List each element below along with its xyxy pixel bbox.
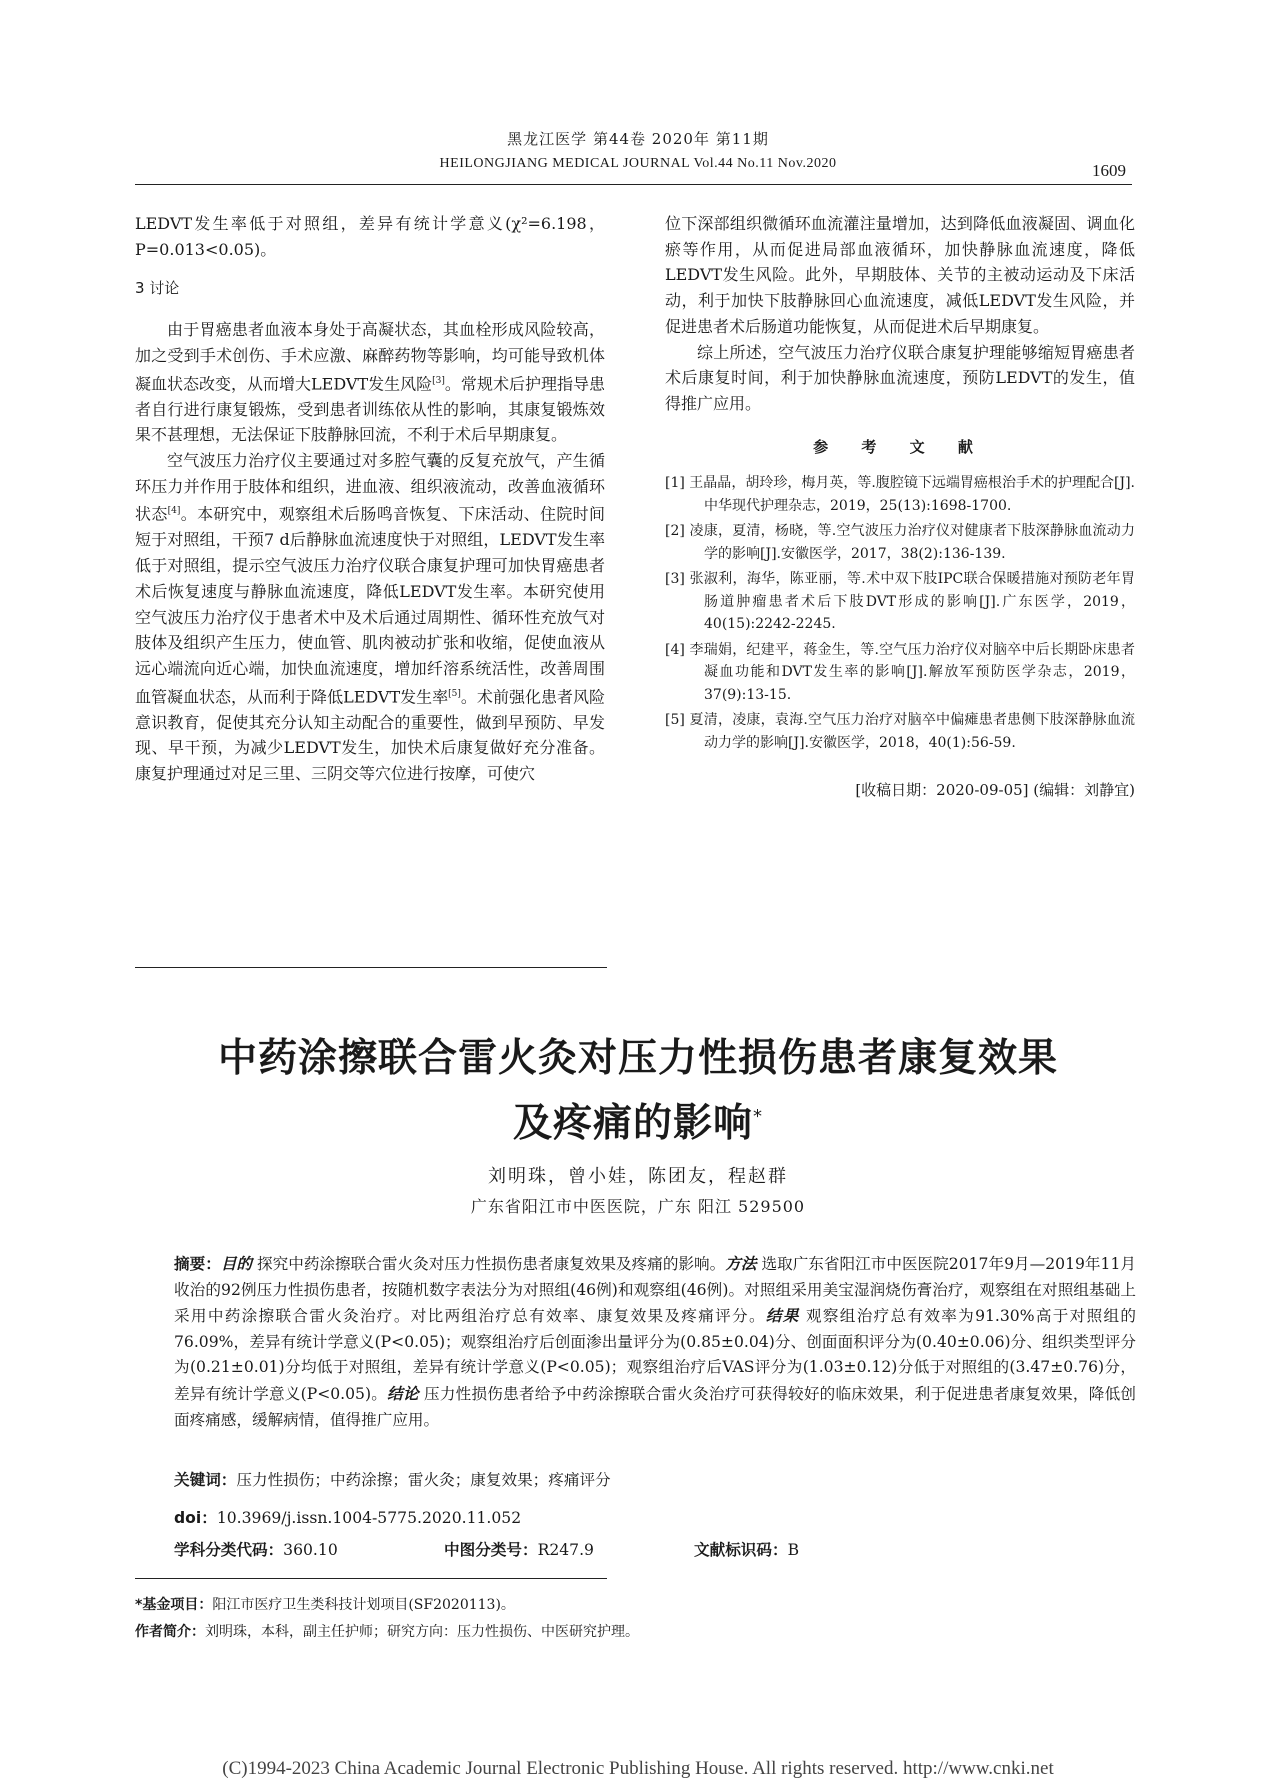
keywords — [174, 1468, 611, 1490]
citation-4[interactable]: [4] — [167, 506, 181, 517]
paragraph-text: 。常规术后护理指导患者自行进行康复锻炼，受到患者训练依从性的影响，其康复锻炼效果不甚理想，无法保证下肢静脉回流，不利于术后早期康复。 — [135, 373, 605, 445]
funding-footnote — [135, 1594, 515, 1614]
carryover-paragraph: 位下深部组织微循环血流灌注量增加，达到降低血液凝固、调血化瘀等作用，从而促进局部血液循环，加快静脉血流速度，降低LEDVT发生风险。此外，早期肢体、关节的主被动运动及下床活动，利于加快下肢静脉回心血流速度，减低LEDVT发生风险，并促进患者术后肠道功能恢复，从而促进术后早期康复。 — [665, 214, 1135, 336]
reference-item: [4] 李瑞娟，纪建平，蒋金生，等.空气压力治疗仪对脑卒中后长期卧床患者凝血功能和DVT发生率的影响[J].解放军预防医学杂志，2019，37(9):13-15. — [665, 641, 1135, 703]
document-code-value: B — [787, 1541, 800, 1559]
clc-code — [444, 1538, 694, 1560]
result-label: 结果 — [765, 1306, 800, 1326]
left-column — [135, 211, 605, 787]
classification-codes — [174, 1538, 1074, 1560]
funding-text: 阳江市医疗卫生类科技计划项目(SF2020113)。 — [212, 1597, 515, 1613]
conclusion-paragraph: 综上所述，空气波压力治疗仪联合康复护理能够缩短胃癌患者术后康复时间，利于加快静脉血流速度，预防LEDVT的发生，值得推广应用。 — [665, 342, 1135, 413]
discussion-paragraph-1 — [135, 317, 605, 448]
subject-code-label: 学科分类代码： — [174, 1541, 284, 1559]
received-date: [收稿日期：2020-09-05] (编辑：刘静宜) — [855, 781, 1135, 800]
conclusion-text: 压力性损伤患者给予中药涂擦联合雷火灸治疗可获得较好的临床效果，利于促进患者康复效果，降低创面疼痛感，缓解病情，值得推广应用。 — [174, 1384, 1136, 1429]
header-rule — [135, 184, 1132, 185]
abstract-paragraph — [174, 1251, 1136, 1433]
purpose-text: 探究中药涂擦联合雷火灸对压力性损伤患者康复效果及疼痛的影响。 — [252, 1255, 726, 1273]
affiliation: 广东省阳江市中医医院，广东 阳江 529500 — [470, 1197, 806, 1216]
document-code-label: 文献标识码： — [694, 1541, 788, 1559]
journal-header-cn: 黑龙江医学 第44卷 2020年 第11期 — [507, 130, 769, 148]
references-heading: 参 考 文 献 — [813, 437, 987, 456]
result-text: 观察组治疗总有效率为91.30%高于对照组的76.09%，差异有统计学意义(P<0.05)；观察组治疗后创面渗出量评分为(0.85±0.04)分、创面面积评分为(0.40±0.06)分、组织类型评分为(0.21±0.01)分均低于对照组，差异有统计学意义(P<0.05)；观察组治疗后VAS评分为(1.03±0.12)分低于对照组的(3.47±0.76)分，差异有统计学意义(P<0.05)。 — [174, 1307, 1137, 1403]
title-line-2: 及疼痛的影响 — [512, 1101, 753, 1146]
section-heading-discussion: 3 讨论 — [135, 279, 180, 298]
title-line-1: 中药涂擦联合雷火灸对压力性损伤患者康复效果 — [217, 1036, 1058, 1081]
paragraph-text: 由于胃癌患者血液本身处于高凝状态，其血栓形成风险较高，加之受到手术创伤、手术应激、麻醉药物等影响，均可能导致机体凝血状态改变，从而增大LEDVT发生风险 — [135, 320, 605, 393]
abstract — [174, 1251, 1136, 1433]
author-bio-label: 作者简介： — [135, 1624, 205, 1640]
doi — [174, 1506, 521, 1528]
method-text: 选取广东省阳江市中医医院2017年9月—2019年11月收治的92例压力性损伤患者，按随机数字表法分为对照组(46例)和观察组(46例)。对照组采用美宝湿润烧伤膏治疗，观察组在对照组基础上采用中药涂擦联合雷火灸治疗。对比两组治疗总有效率、康复效果及疼痛评分。 — [174, 1255, 1136, 1326]
subject-code — [174, 1538, 444, 1560]
clc-code-value: R247.9 — [537, 1541, 594, 1559]
footnote-rule — [135, 1578, 607, 1579]
author-list: 刘明珠，曾小娃，陈团友，程赵群 — [488, 1166, 788, 1187]
funding-label: *基金项目： — [135, 1597, 213, 1613]
author-bio-text: 刘明珠，本科，副主任护师；研究方向：压力性损伤、中医研究护理。 — [205, 1624, 639, 1640]
title-line-2-wrap — [100, 1088, 1176, 1153]
doi-link[interactable]: 10.3969/j.issn.1004-5775.2020.11.052 — [216, 1509, 522, 1527]
reference-item: [2] 凌康，夏清，杨晓，等.空气波压力治疗仪对健康者下肢深静脉血流动力学的影响[J].安徽医学，2017，38(2):136-139. — [665, 523, 1135, 562]
keywords-text: 压力性损伤；中药涂擦；雷火灸；康复效果；疼痛评分 — [236, 1471, 611, 1489]
reference-item: [5] 夏清，凌康，袁海.空气压力治疗对脑卒中偏瘫患者患侧下肢深静脉血流动力学的影响[J].安徽医学，2018，40(1):56-59. — [665, 712, 1135, 751]
doi-label: doi： — [174, 1509, 217, 1527]
document-code — [694, 1538, 799, 1560]
page-number: 1609 — [1092, 161, 1126, 180]
discussion-paragraph-2 — [135, 448, 605, 787]
article-separator-rule — [135, 967, 607, 968]
abstract-label: 摘要： — [174, 1255, 221, 1273]
paragraph-text: 。术前强化患者风险意识教育，促使其充分认知主动配合的重要性，做到早预防、早发现、早干预，为减少LEDVT发生，加快术后康复做好充分准备。康复护理通过对足三里、三阴交等穴位进行按摩，可使穴 — [135, 686, 605, 784]
method-label: 方法 — [725, 1254, 757, 1273]
paragraph-text: 空气波压力治疗仪主要通过对多腔气囊的反复充放气，产生循环压力并作用于肢体和组织，进血液、组织液流动，改善血液循环状态 — [135, 450, 605, 524]
right-column — [665, 211, 1135, 804]
citation-5[interactable]: [5] — [448, 688, 461, 699]
conclusion-label: 结论 — [387, 1383, 419, 1403]
copyright-line: (C)1994-2023 China Academic Journal Electronic Publishing House. All rights reserved. http://www.cnki.net — [222, 1758, 1054, 1779]
article-title — [100, 1030, 1176, 1153]
keywords-label: 关键词： — [174, 1471, 237, 1489]
clc-code-label: 中图分类号： — [444, 1541, 538, 1559]
carryover-paragraph: LEDVT发生率低于对照组，差异有统计学意义(χ²=6.198，P=0.013<0.05)。 — [135, 214, 605, 259]
paragraph-text: 。本研究中，观察组术后肠鸣音恢复、下床活动、住院时间短于对照组，干预7 d后静脉血流速度快于对照组，LEDVT发生率低于对照组，提示空气波压力治疗仪联合康复护理可加快胃癌患者术后恢复速度与静脉血流速度，降低LEDVT发生率。本研究使用空气波压力治疗仪于患者术中及术后通过周期性、循环性充放气对肢体及组织产生压力，使血管、肌肉被动扩张和收缩，促使血液从远心端流向近心端，加快血流速度，增加纤溶系统活性，改善周围血管凝血状态，从而利于降低LEDVT发生率 — [135, 504, 605, 706]
funding-mark: * — [753, 1106, 763, 1127]
reference-item: [3] 张淑利，海华，陈亚丽，等.术中双下肢IPC联合保暖措施对预防老年胃肠道肿瘤患者术后下肢DVT形成的影响[J].广东医学，2019，40(15):2242-2245. — [665, 571, 1135, 633]
citation-3[interactable]: [3] — [432, 375, 445, 386]
subject-code-value: 360.10 — [283, 1541, 338, 1559]
journal-header-en: HEILONGJIANG MEDICAL JOURNAL Vol.44 No.11 Nov.2020 — [439, 156, 837, 171]
reference-item: [1] 王晶晶，胡玲珍，梅月英，等.腹腔镜下远端胃癌根治手术的护理配合[J].中华现代护理杂志，2019，25(13):1698-1700. — [665, 475, 1135, 514]
purpose-label: 目的 — [220, 1254, 253, 1273]
author-bio-footnote — [135, 1621, 639, 1641]
